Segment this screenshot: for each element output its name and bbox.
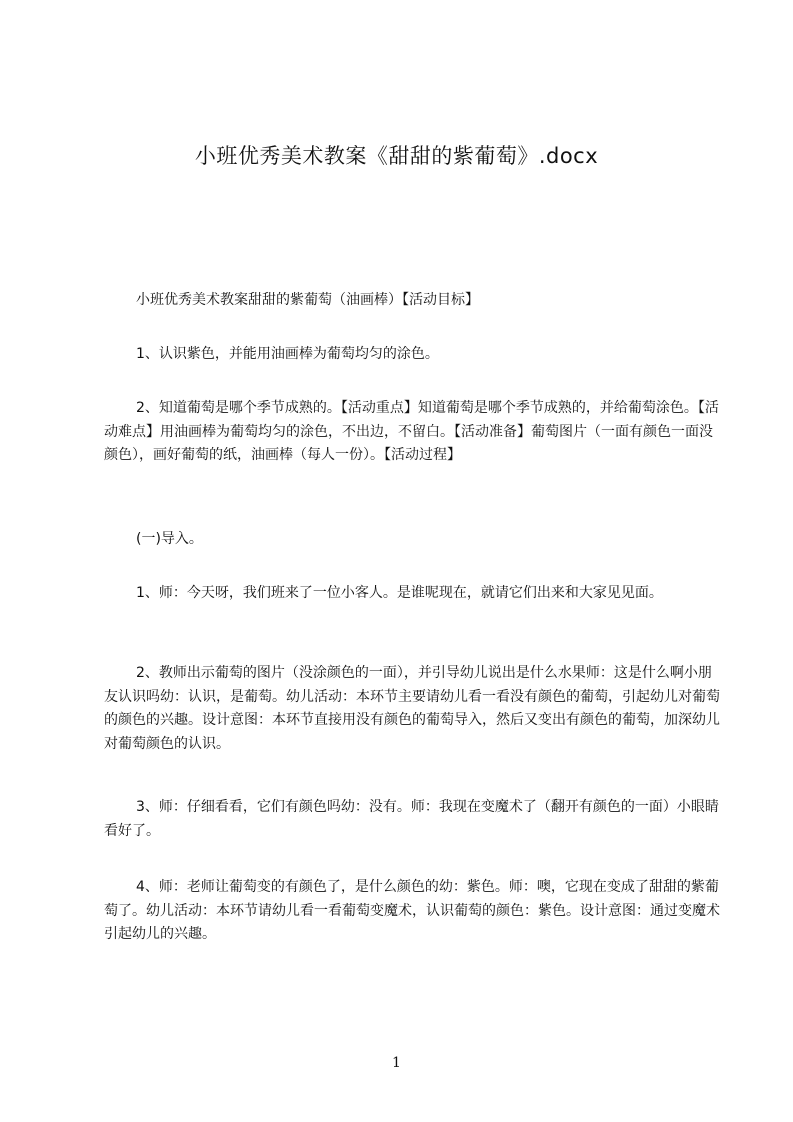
- paragraph-step-1: 1、师：今天呀，我们班来了一位小客人。是谁呢现在，就请它们出来和大家见见面。: [136, 585, 663, 601]
- paragraph-step-3: 3、师：仔细看看，它们有颜色吗幼：没有。师：我现在变魔术了（翻开有颜色的一面）小眼睛看好了。: [104, 799, 719, 839]
- document-title: 小班优秀美术教案《甜甜的紫葡萄》.docx: [194, 144, 599, 168]
- paragraph-goal-1: 1、认识紫色，并能用油画棒为葡萄均匀的涂色。: [136, 346, 439, 362]
- paragraph-intro: 小班优秀美术教案甜甜的紫葡萄（油画棒）【活动目标】: [136, 292, 479, 308]
- paragraph-step-2: 2、教师出示葡萄的图片（没涂颜色的一面），并引导幼儿说出是什么水果师：这是什么啊小朋友认识吗幼：认识，是葡萄。幼儿活动：本环节主要请幼儿看一看没有颜色的葡萄，引起幼儿对葡萄的颜色的兴趣。设计意图：本环节直接用没有颜色的葡萄导入，然后又变出有颜色的葡萄，加深幼儿对葡萄颜色的认识。: [104, 665, 720, 752]
- paragraph-goal-2: 2、知道葡萄是哪个季节成熟的。【活动重点】知道葡萄是哪个季节成熟的，并给葡萄涂色。【活动难点】用油画棒为葡萄均匀的涂色，不出边，不留白。【活动准备】葡萄图片（一面有颜色一面没颜色），画好葡萄的纸，油画棒（每人一份）。【活动过程】: [104, 400, 719, 463]
- page-number: 1: [392, 1055, 401, 1071]
- paragraph-step-4: 4、师：老师让葡萄变的有颜色了，是什么颜色的幼：紫色。师：噢，它现在变成了甜甜的紫葡萄了。幼儿活动：本环节请幼儿看一看葡萄变魔术，认识葡萄的颜色：紫色。设计意图：通过变魔术引起幼儿的兴趣。: [104, 879, 720, 942]
- paragraph-section-intro: (一)导入。: [136, 531, 203, 547]
